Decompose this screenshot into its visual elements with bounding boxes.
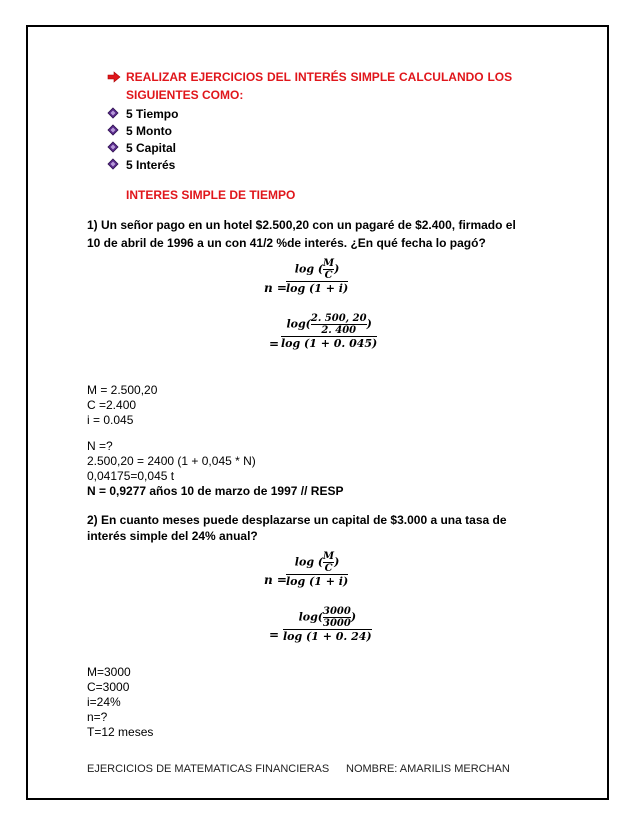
problem1-statement-line-1: 1) Un señor pago en un hotel $2.500,20 con un pagaré de $2.400, firmado el [87,218,516,232]
data-line: i=24% [87,695,121,709]
data-line: C=3000 [87,680,130,694]
section-title: INTERES SIMPLE DE TIEMPO [126,188,296,202]
formula-numerator: log ( $\frac{M}{C}$ ) [294,551,340,574]
data-line: i = 0.045 [87,413,134,427]
formula-fraction [286,258,348,296]
work-line: 2.500,20 = 2400 (1 + 0,045 * N) [87,454,256,468]
formula-denominator: log (1 + i) [286,282,349,295]
footer-right: NOMBRE: AMARILIS MERCHAN [346,763,510,775]
bullet-item: 5 Capital [126,141,177,155]
bullet-item: 5 Tiempo [126,107,179,121]
bullet-item: 5 Monto [126,124,172,138]
problem1-statement-line-2: 10 de abril de 1996 a un con 41/2 %de interés. ¿En qué fecha lo pagó? [87,236,486,250]
values-fraction: $\frac{2. 500, 20}{2. 400}$ [310,313,367,336]
substituted-numerator: log( $\frac{2. 500, 20}{2. 400}$ ) [286,313,372,336]
substituted-fraction [283,606,372,644]
heading-line-1: REALIZAR EJERCICIOS DEL INTERÉS SIMPLE CALCULANDO LOS [126,70,513,84]
problem2-statement-line-1: 2) En cuanto meses puede desplazarse un capital de $3.000 a una tasa de [87,513,507,527]
work-line: N =? [87,439,113,453]
data-line: M=3000 [87,665,131,679]
formula-fraction [286,551,348,589]
diamond-bullet-icon [107,124,119,136]
result-line: N = 0,9277 años 10 de marzo de 1997 // RESP [87,484,344,498]
formula-lhs: n = [264,281,287,295]
problem2-statement-line-2: interés simple del 24% anual? [87,529,258,543]
bullet-item: 5 Interés [126,158,176,172]
diamond-bullet-icon [107,158,119,170]
substituted-fraction [281,313,377,351]
arrow-right-icon [107,71,121,83]
data-line: T=12 meses [87,725,154,739]
diamond-bullet-icon [107,107,119,119]
heading-line-2: SIGUIENTES COMO: [126,88,244,102]
data-line: C =2.400 [87,398,137,412]
values-fraction: $\frac{3000}{3000}$ [322,606,351,629]
substituted-denominator: log (1 + 0. 045) [281,337,378,350]
formula-lhs: n = [264,573,287,587]
m-over-c: $\frac{M}{C}$ [323,551,335,574]
substituted-eq: = [269,628,280,642]
formula-denominator: log (1 + i) [286,575,349,588]
data-line: M = 2.500,20 [87,383,158,397]
m-over-c: $\frac{M}{C}$ [323,258,335,281]
substituted-numerator: log( $\frac{3000}{3000}$ ) [298,606,357,629]
footer-left: EJERCICIOS DE MATEMATICAS FINANCIERAS [87,763,330,775]
work-line: 0,04175=0,045 t [87,469,175,483]
data-line: n=? [87,710,108,724]
substituted-eq: = [269,337,280,351]
formula-numerator: log ( $\frac{M}{C}$ ) [294,258,340,281]
diamond-bullet-icon [107,141,119,153]
substituted-denominator: log (1 + 0. 24) [283,630,372,643]
